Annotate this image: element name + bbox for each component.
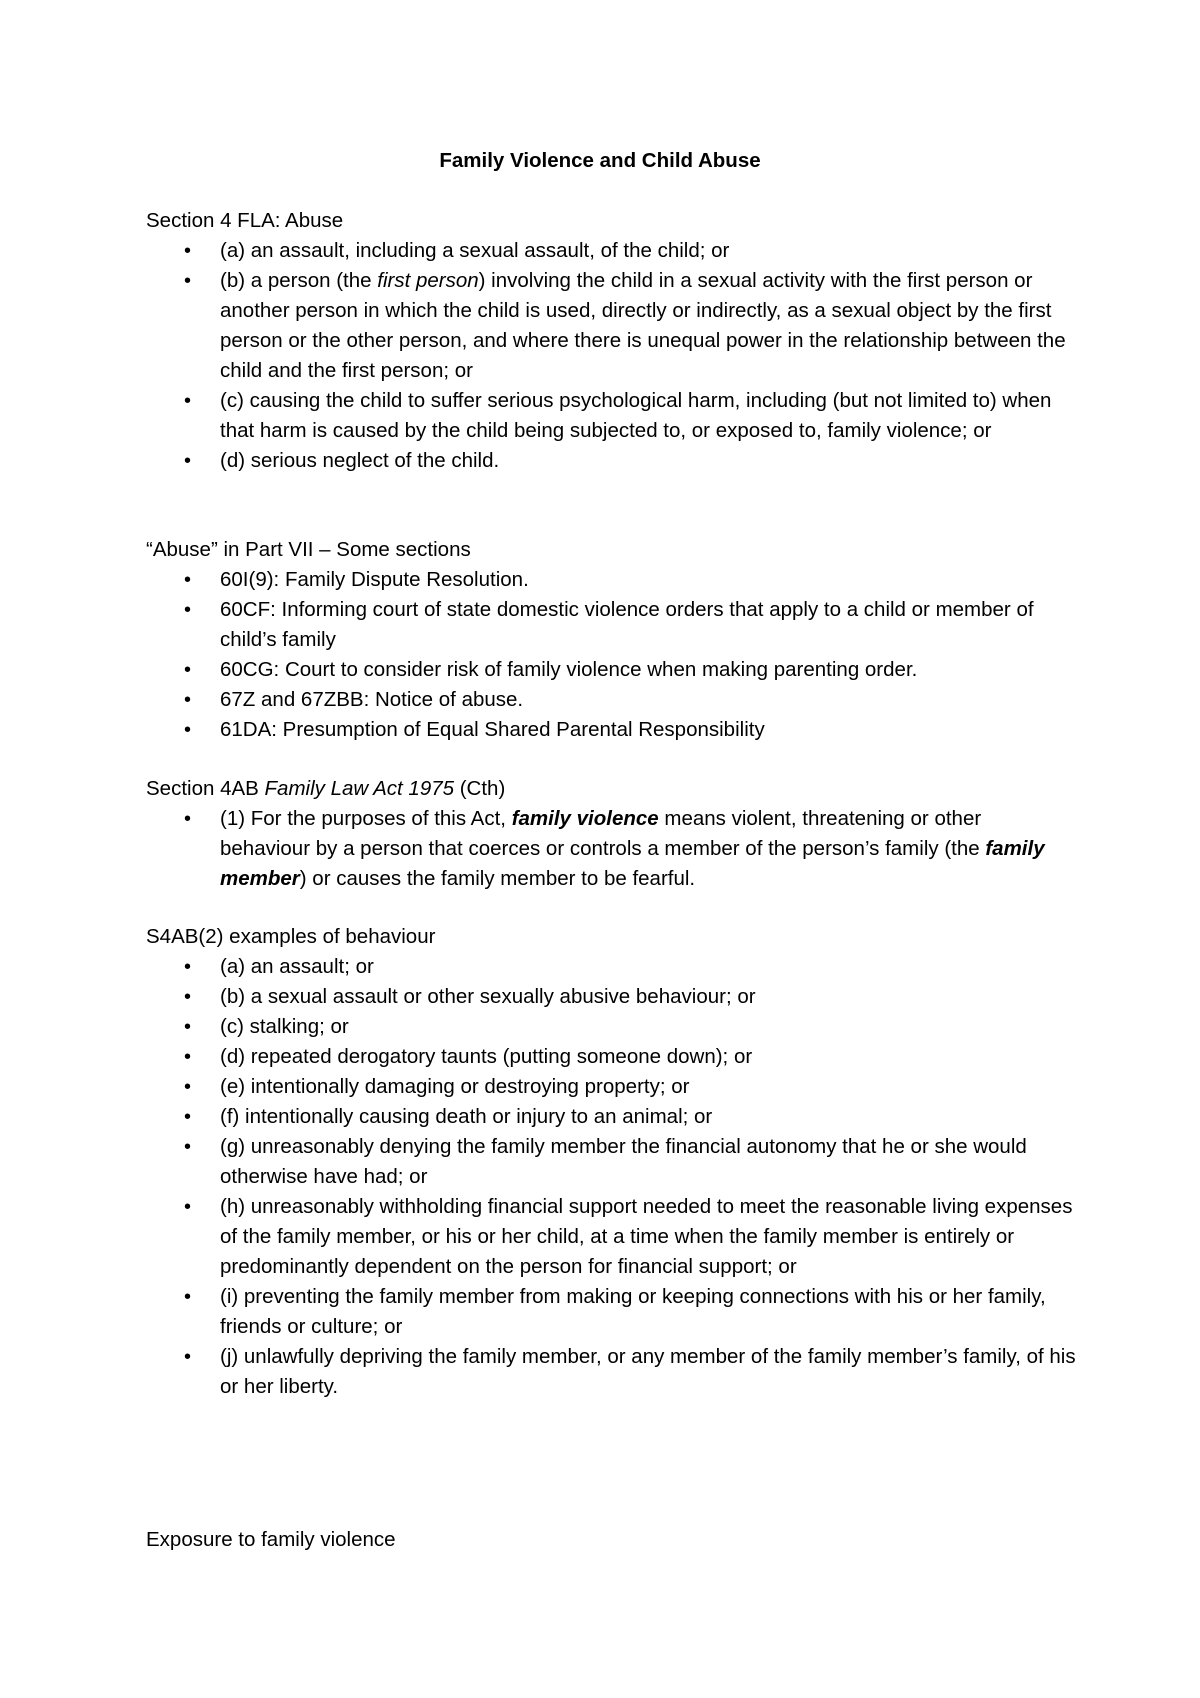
bullet-icon: • xyxy=(184,1016,192,1038)
section-exposure xyxy=(146,1525,1076,1555)
list-item-text: (c) stalking; or xyxy=(220,1015,349,1038)
heading-suffix: (Cth) xyxy=(454,777,506,800)
bullet-list xyxy=(146,236,1076,476)
bullet-icon: • xyxy=(184,1076,192,1098)
list-item xyxy=(146,386,1076,446)
bullet-icon: • xyxy=(184,599,192,621)
list-item xyxy=(146,1102,1076,1132)
list-item xyxy=(146,952,1076,982)
list-item-text: (h) unreasonably withholding financial support needed to meet the reasonable living expenses of the family member, or his or her child, at a time when the family member is entirely or predominantly dependent on the person for financial support; or xyxy=(220,1195,1073,1278)
list-item-text: 60CG: Court to consider risk of family violence when making parenting order. xyxy=(220,658,918,681)
list-item xyxy=(146,1132,1076,1192)
section-heading: “Abuse” in Part VII – Some sections xyxy=(146,538,471,561)
section-4ab2-examples xyxy=(146,922,1076,1402)
bullet-icon: • xyxy=(184,1106,192,1128)
list-item-text: means violent, threatening or other behaviour by a person that coerces or controls a member of the person’s family (the xyxy=(220,807,986,860)
list-item-text: 67Z and 67ZBB: Notice of abuse. xyxy=(220,688,524,711)
bullet-list xyxy=(146,565,1076,745)
bullet-icon: • xyxy=(184,1196,192,1218)
bullet-icon: • xyxy=(184,1046,192,1068)
bullet-icon: • xyxy=(184,689,192,711)
bullet-list xyxy=(146,804,1076,894)
list-item-text: (f) intentionally causing death or injury to an animal; or xyxy=(220,1105,713,1128)
list-item-text: ) involving the child in a sexual activity with the first person or another person in which the child is used, directly or indirectly, as a sexual object by the first person or the other person, and where there is unequal power in the relationship between the child and the first person; or xyxy=(220,269,1066,382)
list-item xyxy=(146,1042,1076,1072)
list-item xyxy=(146,1282,1076,1342)
list-item xyxy=(146,1012,1076,1042)
list-item-text: 61DA: Presumption of Equal Shared Parental Responsibility xyxy=(220,718,765,741)
list-item-text: (d) serious neglect of the child. xyxy=(220,449,500,472)
bullet-icon: • xyxy=(184,808,192,830)
bullet-icon: • xyxy=(184,270,192,292)
bullet-icon: • xyxy=(184,569,192,591)
bullet-icon: • xyxy=(184,240,192,262)
section-heading xyxy=(146,774,1076,804)
bullet-list xyxy=(146,952,1076,1402)
bullet-icon: • xyxy=(184,1136,192,1158)
list-item xyxy=(146,715,1076,745)
defined-term: family member xyxy=(220,837,1045,890)
list-item xyxy=(146,982,1076,1012)
list-item-text: (b) a sexual assault or other sexually abusive behaviour; or xyxy=(220,985,756,1008)
list-item xyxy=(146,236,1076,266)
list-item-text: (j) unlawfully depriving the family member, or any member of the family member’s family, of his or her liberty. xyxy=(220,1345,1076,1398)
defined-term: first person xyxy=(377,269,479,292)
act-title: Family Law Act 1975 xyxy=(264,777,455,800)
document-title: Family Violence and Child Abuse xyxy=(439,149,761,172)
section-heading: S4AB(2) examples of behaviour xyxy=(146,925,436,948)
bullet-icon: • xyxy=(184,1346,192,1368)
list-item xyxy=(146,565,1076,595)
heading-prefix: Section 4AB xyxy=(146,777,265,800)
list-item-text: (c) causing the child to suffer serious psychological harm, including (but not limited to) when that harm is caused by the child being subjected to, or exposed to, family violence; or xyxy=(220,389,1052,442)
list-item-text: (e) intentionally damaging or destroying property; or xyxy=(220,1075,690,1098)
bullet-icon: • xyxy=(184,956,192,978)
list-item xyxy=(146,804,1076,894)
section-heading: Section 4 FLA: Abuse xyxy=(146,209,344,232)
list-item-text: (i) preventing the family member from making or keeping connections with his or her family, friends or culture; or xyxy=(220,1285,1046,1338)
bullet-icon: • xyxy=(184,390,192,412)
section-part-vii xyxy=(146,535,1076,745)
bullet-icon: • xyxy=(184,659,192,681)
list-item xyxy=(146,685,1076,715)
list-item-text: (a) an assault, including a sexual assault, of the child; or xyxy=(220,239,730,262)
list-item-text: (a) an assault; or xyxy=(220,955,374,978)
bullet-icon: • xyxy=(184,450,192,472)
list-item-text: (b) a person (the xyxy=(220,269,378,292)
defined-term: family violence xyxy=(511,807,659,830)
section-4ab xyxy=(146,774,1076,894)
list-item xyxy=(146,595,1076,655)
list-item-text: (1) For the purposes of this Act, xyxy=(220,807,512,830)
list-item xyxy=(146,1342,1076,1402)
section-4-abuse xyxy=(146,206,1076,476)
list-item-text: 60I(9): Family Dispute Resolution. xyxy=(220,568,529,591)
bullet-icon: • xyxy=(184,719,192,741)
bullet-icon: • xyxy=(184,1286,192,1308)
list-item xyxy=(146,266,1076,386)
list-item-text: ) or causes the family member to be fearful. xyxy=(299,867,696,890)
list-item xyxy=(146,1192,1076,1282)
list-item-text: (d) repeated derogatory taunts (putting someone down); or xyxy=(220,1045,753,1068)
list-item xyxy=(146,655,1076,685)
section-heading: Exposure to family violence xyxy=(146,1528,396,1551)
list-item xyxy=(146,1072,1076,1102)
list-item xyxy=(146,446,1076,476)
list-item-text: (g) unreasonably denying the family member the financial autonomy that he or she would otherwise have had; or xyxy=(220,1135,1027,1188)
bullet-icon: • xyxy=(184,986,192,1008)
list-item-text: 60CF: Informing court of state domestic violence orders that apply to a child or member of child’s family xyxy=(220,598,1034,651)
